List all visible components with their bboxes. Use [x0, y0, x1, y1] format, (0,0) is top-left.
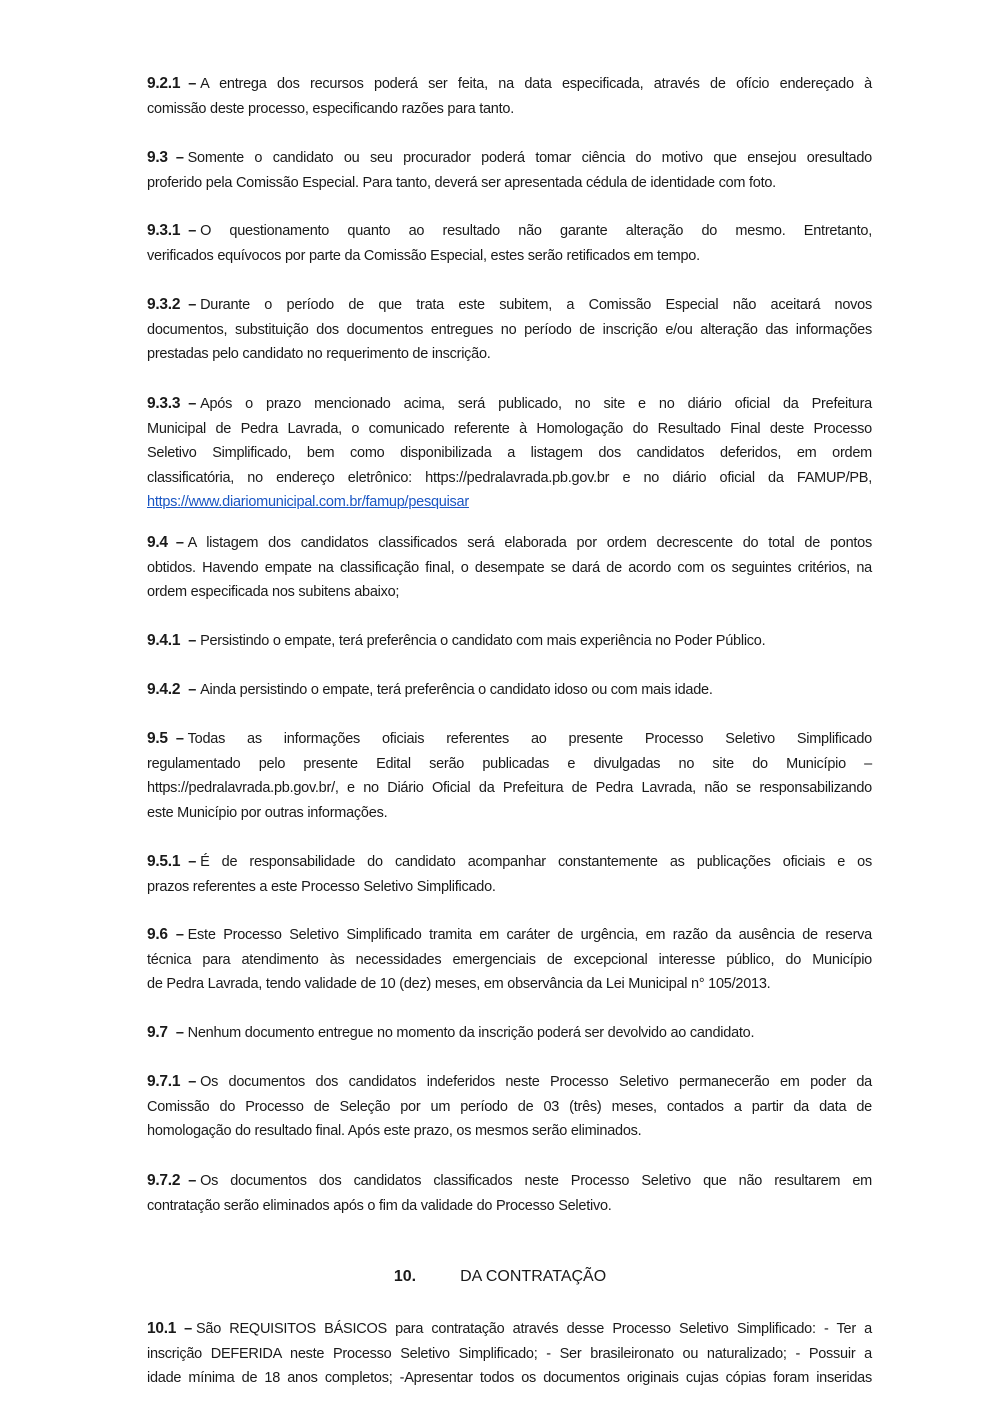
- dash: –: [188, 76, 197, 92]
- text-line: [147, 318, 872, 343]
- line-text: inscrição DEFERIDA neste Processo Seletivo Simplificado; - Ser brasileironato ou naturalizado; - Possuir a: [147, 1345, 872, 1362]
- line-text: prestadas pelo candidato no requerimento de inscrição.: [147, 346, 491, 362]
- clause-number: 9.4: [147, 534, 168, 551]
- clause-number: 9.7: [147, 1024, 168, 1041]
- line-text: A listagem dos candidatos classificados será elaborada por ordem decrescente do total de pontos: [187, 535, 872, 551]
- text-line: [147, 1119, 872, 1144]
- clause-number: 9.5: [147, 730, 168, 747]
- clause-number: 9.2.1: [147, 75, 181, 92]
- dash: –: [175, 535, 184, 551]
- line-text: ordem especificada nos subitens abaixo;: [147, 584, 400, 600]
- text-line: [147, 972, 872, 997]
- paragraph-9-3-3: [147, 392, 872, 515]
- dash: –: [188, 297, 197, 313]
- dash: –: [188, 854, 197, 870]
- dash: –: [188, 223, 197, 239]
- dash: –: [184, 1321, 192, 1337]
- dash: –: [188, 1074, 197, 1090]
- dash: –: [175, 1025, 184, 1041]
- text-line: [147, 531, 872, 556]
- text-line: [147, 342, 872, 367]
- line-text: Nenhum documento entregue no momento da inscrição poderá ser devolvido ao candidato.: [187, 1025, 755, 1041]
- line-text: documentos, substituição dos documentos entregues no período de inscrição e/ou alteração das informações: [147, 321, 872, 338]
- text-line: [147, 1317, 872, 1342]
- paragraph-9-4-1: [147, 629, 872, 654]
- text-line: [147, 146, 872, 171]
- paragraph-9-6: [147, 923, 872, 997]
- text-line: [147, 875, 872, 900]
- line-text: Somente o candidato ou seu procurador poderá tomar ciência do motivo que ensejou oresultado: [187, 150, 872, 166]
- line-text: É de responsabilidade do candidato acompanhar constantemente as publicações oficiais e os: [200, 854, 872, 870]
- line-text: Persistindo o empate, terá preferência o candidato com mais experiência no Poder Público.: [200, 633, 766, 649]
- dash: –: [188, 1173, 197, 1189]
- text-line: [147, 850, 872, 875]
- text-line: [147, 776, 872, 801]
- paragraph-9-5: [147, 727, 872, 825]
- line-text: Comissão do Processo de Seleção por um período de 03 (três) meses, contados a partir da data de: [147, 1098, 872, 1115]
- section-title: DA CONTRATAÇÃO: [460, 1268, 607, 1285]
- text-line: [147, 948, 872, 973]
- clause-number: 9.3.1: [147, 222, 181, 239]
- paragraph-9-4-2: [147, 678, 872, 703]
- line-text: este Município por outras informações.: [147, 804, 388, 821]
- line-text: Após o prazo mencionado acima, será publicado, no site e no diário oficial da Prefeitura: [200, 396, 872, 412]
- text-line: [147, 580, 872, 605]
- dash: –: [175, 731, 184, 747]
- paragraph-9-4: [147, 531, 872, 605]
- dash: –: [175, 150, 184, 166]
- text-line: [147, 490, 872, 515]
- line-text: comissão deste processo, especificando razões para tanto.: [147, 100, 514, 117]
- paragraph-9-2-1: [147, 72, 872, 121]
- section-number: 10.: [393, 1268, 417, 1285]
- line-text: Ainda persistindo o empate, terá preferência o candidato idoso ou com mais idade.: [200, 682, 713, 698]
- clause-number: 10.1: [147, 1320, 177, 1337]
- text-line: [147, 1169, 872, 1194]
- clause-number: 9.7.2: [147, 1172, 181, 1189]
- dash: –: [188, 396, 197, 412]
- text-line: [147, 1070, 872, 1095]
- text-line: [147, 1095, 872, 1120]
- clause-number: 9.3.3: [147, 395, 181, 412]
- paragraph-10-1: [147, 1317, 872, 1391]
- line-text: proferido pela Comissão Especial. Para tanto, deverá ser apresentada cédula de identidade com foto.: [147, 174, 776, 191]
- dash: –: [188, 682, 197, 698]
- clause-number: 9.6: [147, 926, 168, 943]
- line-text: técnica para atendimento às necessidades emergenciais de excepcional interesse público, do Município: [147, 951, 872, 968]
- text-line: [147, 417, 872, 442]
- line-text: Os documentos dos candidatos indeferidos neste Processo Seletivo permanecerão em poder da: [200, 1074, 872, 1090]
- text-line: [147, 72, 872, 97]
- line-text: regulamentado pelo presente Edital serão publicadas e divulgadas no site do Município –: [147, 755, 872, 772]
- paragraph-9-3: [147, 146, 872, 195]
- dash: –: [188, 633, 197, 649]
- line-text: obtidos. Havendo empate na classificação final, o desempate se dará de acordo com os seguintes critérios, na: [147, 559, 872, 576]
- text-line: [147, 556, 872, 581]
- paragraph-9-7: [147, 1021, 872, 1046]
- text-line: [147, 801, 872, 826]
- line-text: Durante o período de que trata este subitem, a Comissão Especial não aceitará novos: [200, 297, 872, 313]
- text-line: [147, 923, 872, 948]
- line-text: Seletivo Simplificado, bem como disponibilizada a listagem dos candidatos deferidos, em ordem: [147, 445, 872, 461]
- clause-number: 9.5.1: [147, 853, 181, 870]
- line-text: https://pedralavrada.pb.gov.br/, e no Diário Oficial da Prefeitura de Pedra Lavrada, não se responsabilizando: [147, 780, 872, 796]
- dash: –: [175, 927, 184, 943]
- paragraph-9-7-2: [147, 1169, 872, 1218]
- line-text: Municipal de Pedra Lavrada, o comunicado referente à Homologação do Resultado Final deste Processo: [147, 420, 872, 437]
- text-line: [147, 466, 872, 491]
- line-text: prazos referentes a este Processo Seletivo Simplificado.: [147, 878, 496, 895]
- text-line: [147, 678, 872, 703]
- text-line: [147, 219, 872, 244]
- clause-number: 9.3: [147, 149, 168, 166]
- paragraph-9-3-2: [147, 293, 872, 367]
- paragraph-9-7-1: [147, 1070, 872, 1144]
- text-line: [147, 1194, 872, 1219]
- text-line: [147, 171, 872, 196]
- text-line: [147, 629, 872, 654]
- clause-number: 9.7.1: [147, 1073, 181, 1090]
- text-line: [147, 1021, 872, 1046]
- text-line: [147, 392, 872, 417]
- line-text: O questionamento quanto ao resultado não garante alteração do mesmo. Entretanto,: [200, 223, 872, 239]
- line-text: idade mínima de 18 anos completos; -Apresentar todos os documentos originais cujas cópias foram inseridas: [147, 1370, 872, 1386]
- line-text: Este Processo Seletivo Simplificado tramita em caráter de urgência, em razão da ausência de reserva: [187, 927, 872, 943]
- line-text: verificados equívocos por parte da Comissão Especial, estes serão retificados em tempo.: [147, 247, 700, 264]
- text-line: [147, 727, 872, 752]
- line-text: São REQUISITOS BÁSICOS para contratação através desse Processo Seletivo Simplificado: - Ter a: [196, 1321, 872, 1337]
- clause-number: 9.4.2: [147, 681, 181, 698]
- text-line: [147, 752, 872, 777]
- line-text: de Pedra Lavrada, tendo validade de 10 (dez) meses, em observância da Lei Municipal n° 105/2013.: [147, 976, 771, 992]
- line-text: homologação do resultado final. Após este prazo, os mesmos serão eliminados.: [147, 1123, 642, 1139]
- paragraph-9-5-1: [147, 850, 872, 899]
- line-text: Os documentos dos candidatos classificados neste Processo Seletivo que não resultarem em: [200, 1173, 872, 1189]
- text-line: [147, 1366, 872, 1391]
- text-line: [147, 293, 872, 318]
- text-line: [147, 441, 872, 466]
- paragraph-9-3-1: [147, 219, 872, 268]
- clause-number: 9.4.1: [147, 632, 181, 649]
- text-line: [147, 97, 872, 122]
- text-line: [147, 244, 872, 269]
- line-text: A entrega dos recursos poderá ser feita, na data especificada, através de ofício endereçado à: [200, 76, 872, 92]
- section-heading: [0, 1268, 1000, 1286]
- clause-number: 9.3.2: [147, 296, 181, 313]
- diario-municipal-link[interactable]: https://www.diariomunicipal.com.br/famup/pesquisar: [147, 494, 469, 510]
- line-text: Todas as informações oficiais referentes ao presente Processo Seletivo Simplificado: [187, 731, 872, 747]
- text-line: [147, 1342, 872, 1367]
- line-text: classificatória, no endereço eletrônico: https://pedralavrada.pb.gov.br e no diário oficial da FAMUP/PB,: [147, 469, 872, 486]
- line-text: contratação serão eliminados após o fim da validade do Processo Seletivo.: [147, 1197, 612, 1214]
